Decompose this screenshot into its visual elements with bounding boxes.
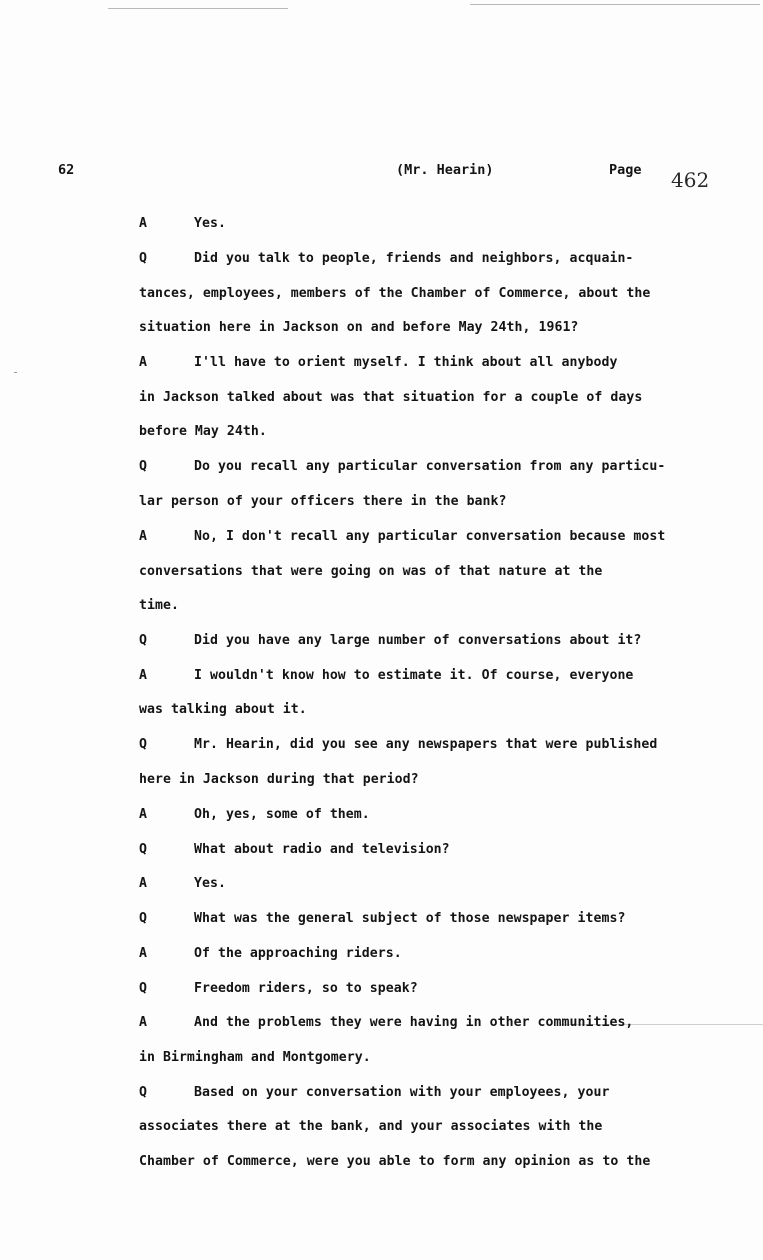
transcript-text: here in Jackson during that period? — [139, 772, 419, 787]
transcript-text: Based on your conversation with your employees, your — [194, 1085, 610, 1100]
transcript-text: associates there at the bank, and your associates with the — [139, 1119, 603, 1134]
transcript-text: What about radio and television? — [194, 842, 450, 857]
transcript-text: What was the general subject of those newspaper items? — [194, 911, 626, 926]
witness-name: (Mr. Hearin) — [396, 162, 494, 178]
transcript-text: situation here in Jackson on and before May 24th, 1961? — [139, 320, 579, 335]
answer-marker: A — [139, 216, 147, 231]
transcript-text: tances, employees, members of the Chamber of Commerce, about the — [139, 286, 651, 301]
question-marker: Q — [139, 911, 147, 926]
transcript-text: in Birmingham and Montgomery. — [139, 1050, 371, 1065]
transcript-text: Chamber of Commerce, were you able to form any opinion as to the — [139, 1154, 651, 1169]
transcript-text: Yes. — [194, 216, 226, 231]
question-marker: Q — [139, 633, 147, 648]
question-marker: Q — [139, 251, 147, 266]
transcript-text: Yes. — [194, 876, 226, 891]
page-label: Page — [609, 162, 642, 178]
transcript-text: Do you recall any particular conversation from any particu- — [194, 459, 666, 474]
transcript-text: And the problems they were having in other communities, — [194, 1015, 634, 1030]
page-header — [0, 162, 763, 202]
transcript-text: conversations that were going on was of that nature at the — [139, 564, 603, 579]
transcript-text: No, I don't recall any particular conversation because most — [194, 529, 666, 544]
transcript-text: Mr. Hearin, did you see any newspapers that were published — [194, 737, 658, 752]
scan-artifact-top-right — [470, 4, 760, 5]
transcript-text: Oh, yes, some of them. — [194, 807, 370, 822]
transcript-text: in Jackson talked about was that situation for a couple of days — [139, 390, 643, 405]
transcript-page-number: 62 — [58, 162, 75, 178]
transcript-text: Did you have any large number of conversations about it? — [194, 633, 642, 648]
answer-marker: A — [139, 876, 147, 891]
handwritten-page-number: 462 — [671, 168, 710, 192]
transcript-text: lar person of your officers there in the bank? — [139, 494, 507, 509]
transcript-text: Did you talk to people, friends and neighbors, acquain- — [194, 251, 634, 266]
transcript-text: I'll have to orient myself. I think about all anybody — [194, 355, 618, 370]
question-marker: Q — [139, 842, 147, 857]
transcript-text: I wouldn't know how to estimate it. Of course, everyone — [194, 668, 634, 683]
answer-marker: A — [139, 355, 147, 370]
answer-marker: A — [139, 946, 147, 961]
answer-marker: A — [139, 1015, 147, 1030]
answer-marker: A — [139, 807, 147, 822]
question-marker: Q — [139, 459, 147, 474]
transcript-text: Of the approaching riders. — [194, 946, 402, 961]
transcript-text: Freedom riders, so to speak? — [194, 981, 418, 996]
transcript-text: was talking about it. — [139, 702, 307, 717]
transcript-text: time. — [139, 598, 179, 613]
question-marker: Q — [139, 1085, 147, 1100]
question-marker: Q — [139, 737, 147, 752]
scan-artifact-top-left — [108, 8, 288, 9]
margin-mark — [14, 372, 17, 373]
transcript-text: before May 24th. — [139, 424, 267, 439]
answer-marker: A — [139, 668, 147, 683]
answer-marker: A — [139, 529, 147, 544]
question-marker: Q — [139, 981, 147, 996]
